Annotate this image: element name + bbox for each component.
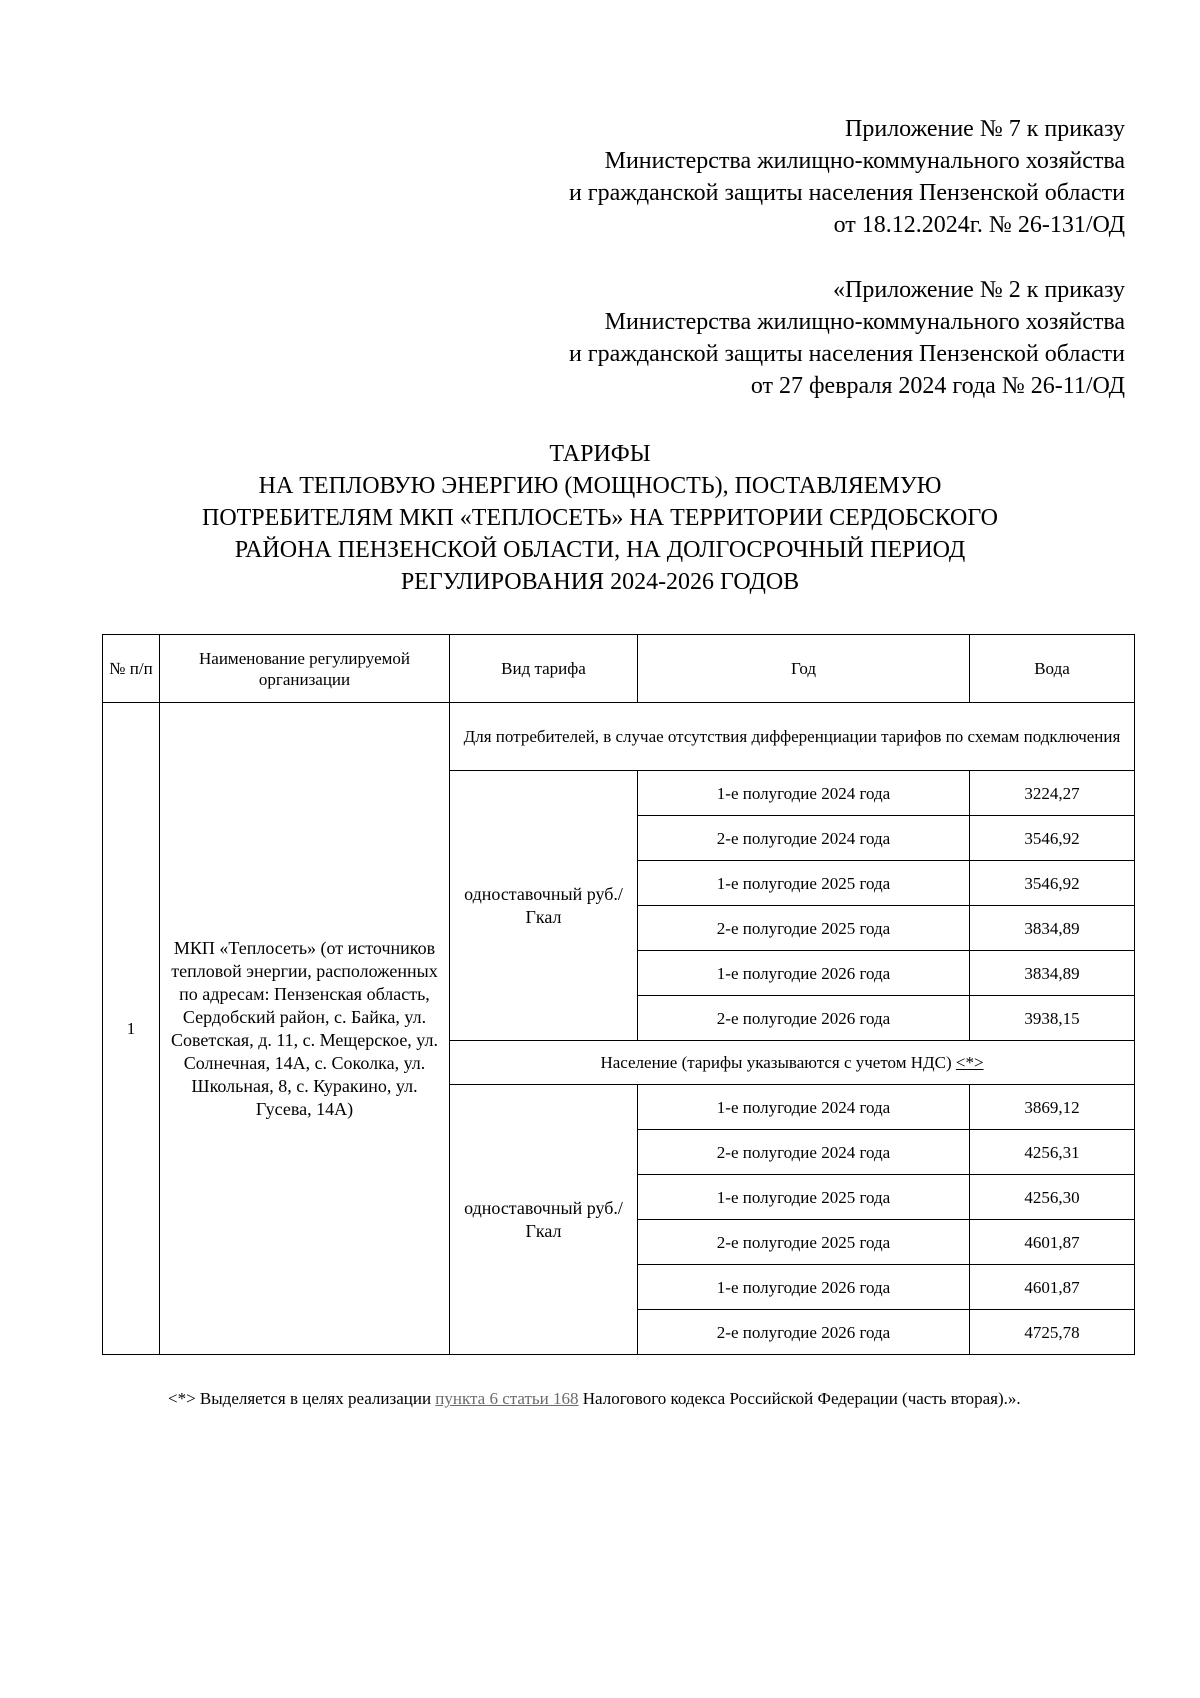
title-line2: НА ТЕПЛОВУЮ ЭНЕРГИЮ (МОЩНОСТЬ), ПОСТАВЛЯЕМУЮ bbox=[258, 473, 942, 499]
tariff-type-cell: одноставочный руб./Гкал bbox=[450, 1085, 638, 1355]
group-caption bbox=[450, 1041, 1135, 1085]
appendix-7-line1: Приложение № 7 к приказу bbox=[845, 116, 1125, 142]
water-value-cell: 3834,89 bbox=[970, 951, 1135, 996]
period-cell: 2-е полугодие 2026 года bbox=[638, 1310, 970, 1355]
period-cell: 1-е полугодие 2025 года bbox=[638, 861, 970, 906]
tariffs-table bbox=[102, 634, 1135, 1355]
appendix-2-header bbox=[569, 274, 1125, 402]
appendix-2-line4: от 27 февраля 2024 года № 26-11/ОД bbox=[750, 373, 1125, 399]
appendix-7-line2: Министерства жилищно-коммунального хозяйства bbox=[604, 148, 1125, 174]
appendix-2-line2: Министерства жилищно-коммунального хозяйства bbox=[604, 309, 1125, 335]
title-line5: РЕГУЛИРОВАНИЯ 2024-2026 ГОДОВ bbox=[400, 569, 800, 595]
appendix-7-line3: и гражданской защиты населения Пензенской области bbox=[568, 180, 1125, 206]
period-cell: 1-е полугодие 2025 года bbox=[638, 1175, 970, 1220]
appendix-2-line1: «Приложение № 2 к приказу bbox=[833, 277, 1125, 303]
title-line3: ПОТРЕБИТЕЛЯМ МКП «ТЕПЛОСЕТЬ» НА ТЕРРИТОРИИ СЕРДОБСКОГО bbox=[201, 505, 998, 531]
appendix-2-line3: и гражданской защиты населения Пензенской области bbox=[568, 341, 1125, 367]
table-body bbox=[103, 703, 1135, 1355]
water-value-cell: 4601,87 bbox=[970, 1220, 1135, 1265]
group-caption-text: Для потребителей, в случае отсутствия дифференциации тарифов по схемам подключения bbox=[463, 727, 1121, 746]
water-value-cell: 4601,87 bbox=[970, 1265, 1135, 1310]
water-value-cell: 4256,30 bbox=[970, 1175, 1135, 1220]
water-value-cell: 4256,31 bbox=[970, 1130, 1135, 1175]
period-cell: 1-е полугодие 2026 года bbox=[638, 951, 970, 996]
water-value-cell: 3938,15 bbox=[970, 996, 1135, 1041]
group-caption-text: Население (тарифы указываются с учетом НДС) bbox=[600, 1053, 956, 1072]
title-line4: РАЙОНА ПЕНЗЕНСКОЙ ОБЛАСТИ, НА ДОЛГОСРОЧНЫЙ ПЕРИОД bbox=[234, 537, 966, 563]
period-cell: 2-е полугодие 2024 года bbox=[638, 1130, 970, 1175]
water-value-cell: 3546,92 bbox=[970, 861, 1135, 906]
footnote-text-before: <*> Выделяется в целях реализации bbox=[168, 1389, 436, 1408]
group-caption-row bbox=[103, 703, 1135, 771]
period-cell: 2-е полугодие 2025 года bbox=[638, 1220, 970, 1265]
appendix-7-header bbox=[569, 113, 1125, 241]
footnote-text-after: Налогового кодекса Российской Федерации (часть вторая).». bbox=[578, 1389, 1021, 1408]
period-cell: 2-е полугодие 2024 года bbox=[638, 816, 970, 861]
title-line1: ТАРИФЫ bbox=[549, 441, 651, 467]
appendix-7-line4: от 18.12.2024г. № 26-131/ОД bbox=[833, 212, 1125, 238]
period-cell: 1-е полугодие 2024 года bbox=[638, 1085, 970, 1130]
footnote bbox=[100, 1386, 1132, 1412]
header-org: Наименование регулируемой организации bbox=[160, 635, 450, 703]
footnote-ref-link[interactable]: <*> bbox=[955, 1053, 984, 1072]
organization-name: МКП «Теплосеть» (от источников тепловой энергии, расположенных по адресам: Пензенская область, Сердобский район, с. Байка, ул. Советская, д. 11, с. Мещерское, ул. Солнечная, 14А, с. Соколка, ул. Школьная, 8, с. Куракино, ул. Гусева, 14А) bbox=[160, 703, 450, 1355]
tariff-type-cell: одноставочный руб./Гкал bbox=[450, 771, 638, 1041]
header-water: Вода bbox=[970, 635, 1135, 703]
header-tariff-type: Вид тарифа bbox=[450, 635, 638, 703]
row-number: 1 bbox=[103, 703, 160, 1355]
water-value-cell: 3834,89 bbox=[970, 906, 1135, 951]
period-cell: 2-е полугодие 2026 года bbox=[638, 996, 970, 1041]
group-caption bbox=[450, 703, 1135, 771]
water-value-cell: 3224,27 bbox=[970, 771, 1135, 816]
period-cell: 1-е полугодие 2024 года bbox=[638, 771, 970, 816]
water-value-cell: 3546,92 bbox=[970, 816, 1135, 861]
water-value-cell: 3869,12 bbox=[970, 1085, 1135, 1130]
water-value-cell: 4725,78 bbox=[970, 1310, 1135, 1355]
header-num: № п/п bbox=[103, 635, 160, 703]
table-header-row bbox=[103, 635, 1135, 703]
document-title bbox=[100, 438, 1100, 598]
period-cell: 2-е полугодие 2025 года bbox=[638, 906, 970, 951]
period-cell: 1-е полугодие 2026 года bbox=[638, 1265, 970, 1310]
header-year: Год bbox=[638, 635, 970, 703]
footnote-law-link[interactable]: пункта 6 статьи 168 bbox=[435, 1389, 579, 1408]
